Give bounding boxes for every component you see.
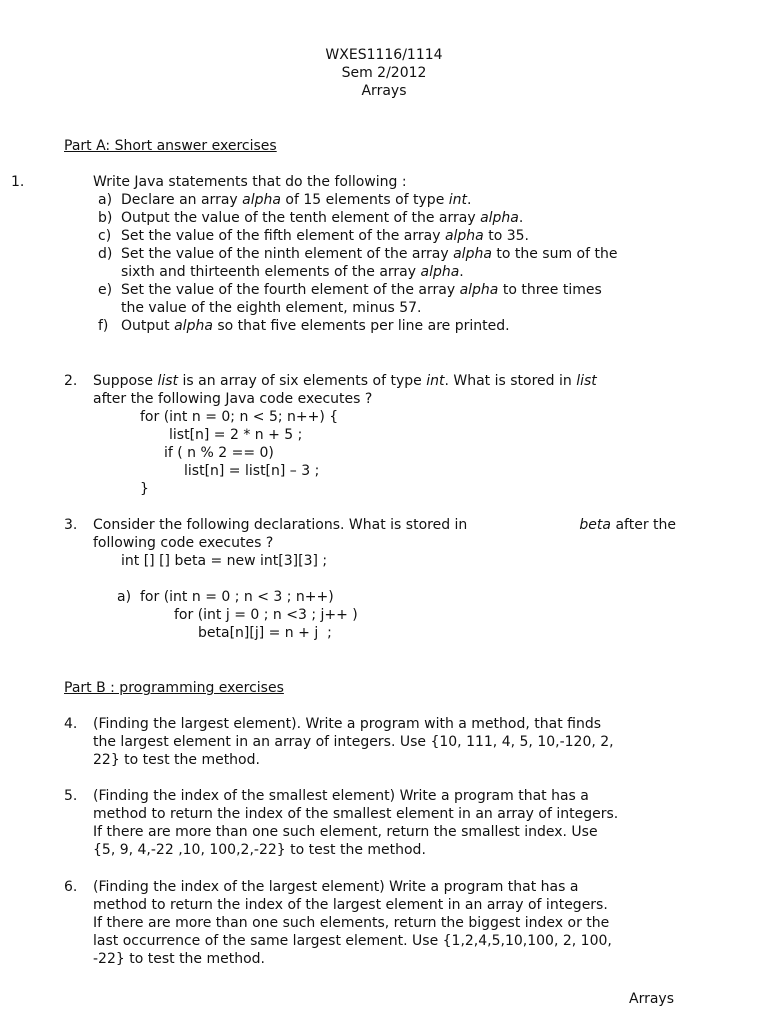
q3-code-line: for (int n = 0 ; n < 3 ; n++) [140,589,334,605]
q5-number: 5. [64,788,78,804]
q6-text: (Finding the index of the largest element) Write a program that has a method to return the index of the largest element in an array of integers. If there are more than one such elements, return the biggest index or the last occurrence of the same largest element. Use {1,2,4,5,10,100, 2, 100, -22} to test the method. [93,879,612,967]
q2-number: 2. [64,373,78,389]
q1-item-d-line2: sixth and thirteenth elements of the array alpha. [121,264,464,280]
q1-item-a: Declare an array alpha of 15 elements of type int. [121,192,472,208]
q3-number: 3. [64,517,78,533]
q1-intro: Write Java statements that do the following : [93,174,407,190]
q1-item-label: f) [98,318,109,334]
q1-item-c: Set the value of the fifth element of the array alpha to 35. [121,228,529,244]
q1-item-d-line1: Set the value of the ninth element of the array alpha to the sum of the [121,246,618,262]
q2-code-line: list[n] = 2 * n + 5 ; [169,427,303,443]
q2-code-line: if ( n % 2 == 0) [164,445,274,461]
course-code: WXES1116/1114 [325,47,443,63]
q1-item-label: c) [98,228,112,244]
footer-label: Arrays [629,991,675,1007]
q1-item-f: Output alpha so that five elements per line are printed. [121,318,510,334]
q2-line2: after the following Java code executes ? [93,391,373,407]
q4-number: 4. [64,716,78,732]
q1-item-label: d) [98,246,113,262]
q3-code-line: for (int j = 0 ; n <3 ; j++ ) [174,607,358,623]
part-b-heading: Part B : programming exercises [64,680,284,696]
q3-line1: Consider the following declarations. What is stored in beta after the [93,517,676,533]
document-header [0,46,768,100]
q1-item-label: b) [98,210,113,226]
q1-item-label: e) [98,282,113,298]
q3-declaration: int [] [] beta = new int[3][3] ; [121,553,328,569]
topic-title: Arrays [361,83,407,99]
q2-line1: Suppose list is an array of six elements of type int. What is stored in list [93,373,597,389]
part-a-heading: Part A: Short answer exercises [64,138,277,154]
q4-text: (Finding the largest element). Write a program with a method, that finds the largest element in an array of integers. Use {10, 111, 4, 5, 10,-120, 2, 22} to test the method. [93,716,614,768]
q3-line2: following code executes ? [93,535,274,551]
q1-item-e-line2: the value of the eighth element, minus 57. [121,300,422,316]
q2-code-line: for (int n = 0; n < 5; n++) { [140,409,339,425]
q5-text: (Finding the index of the smallest element) Write a program that has a method to return the index of the smallest element in an array of integers. If there are more than one such element, return the smallest index. Use {5, 9, 4,-22 ,10, 100,2,-22} to test the method. [93,788,619,858]
q2-code-line: } [140,481,149,497]
q1-item-label: a) [98,192,113,208]
q6-number: 6. [64,879,78,895]
q1-item-b: Output the value of the tenth element of the array alpha. [121,210,524,226]
q1-number: 1. [11,174,25,190]
q3-code-line: beta[n][j] = n + j ; [198,625,332,641]
q2-code-line: list[n] = list[n] – 3 ; [184,463,320,479]
q3-sub-label: a) [117,589,132,605]
semester: Sem 2/2012 [341,65,427,81]
q1-item-e-line1: Set the value of the fourth element of the array alpha to three times [121,282,602,298]
